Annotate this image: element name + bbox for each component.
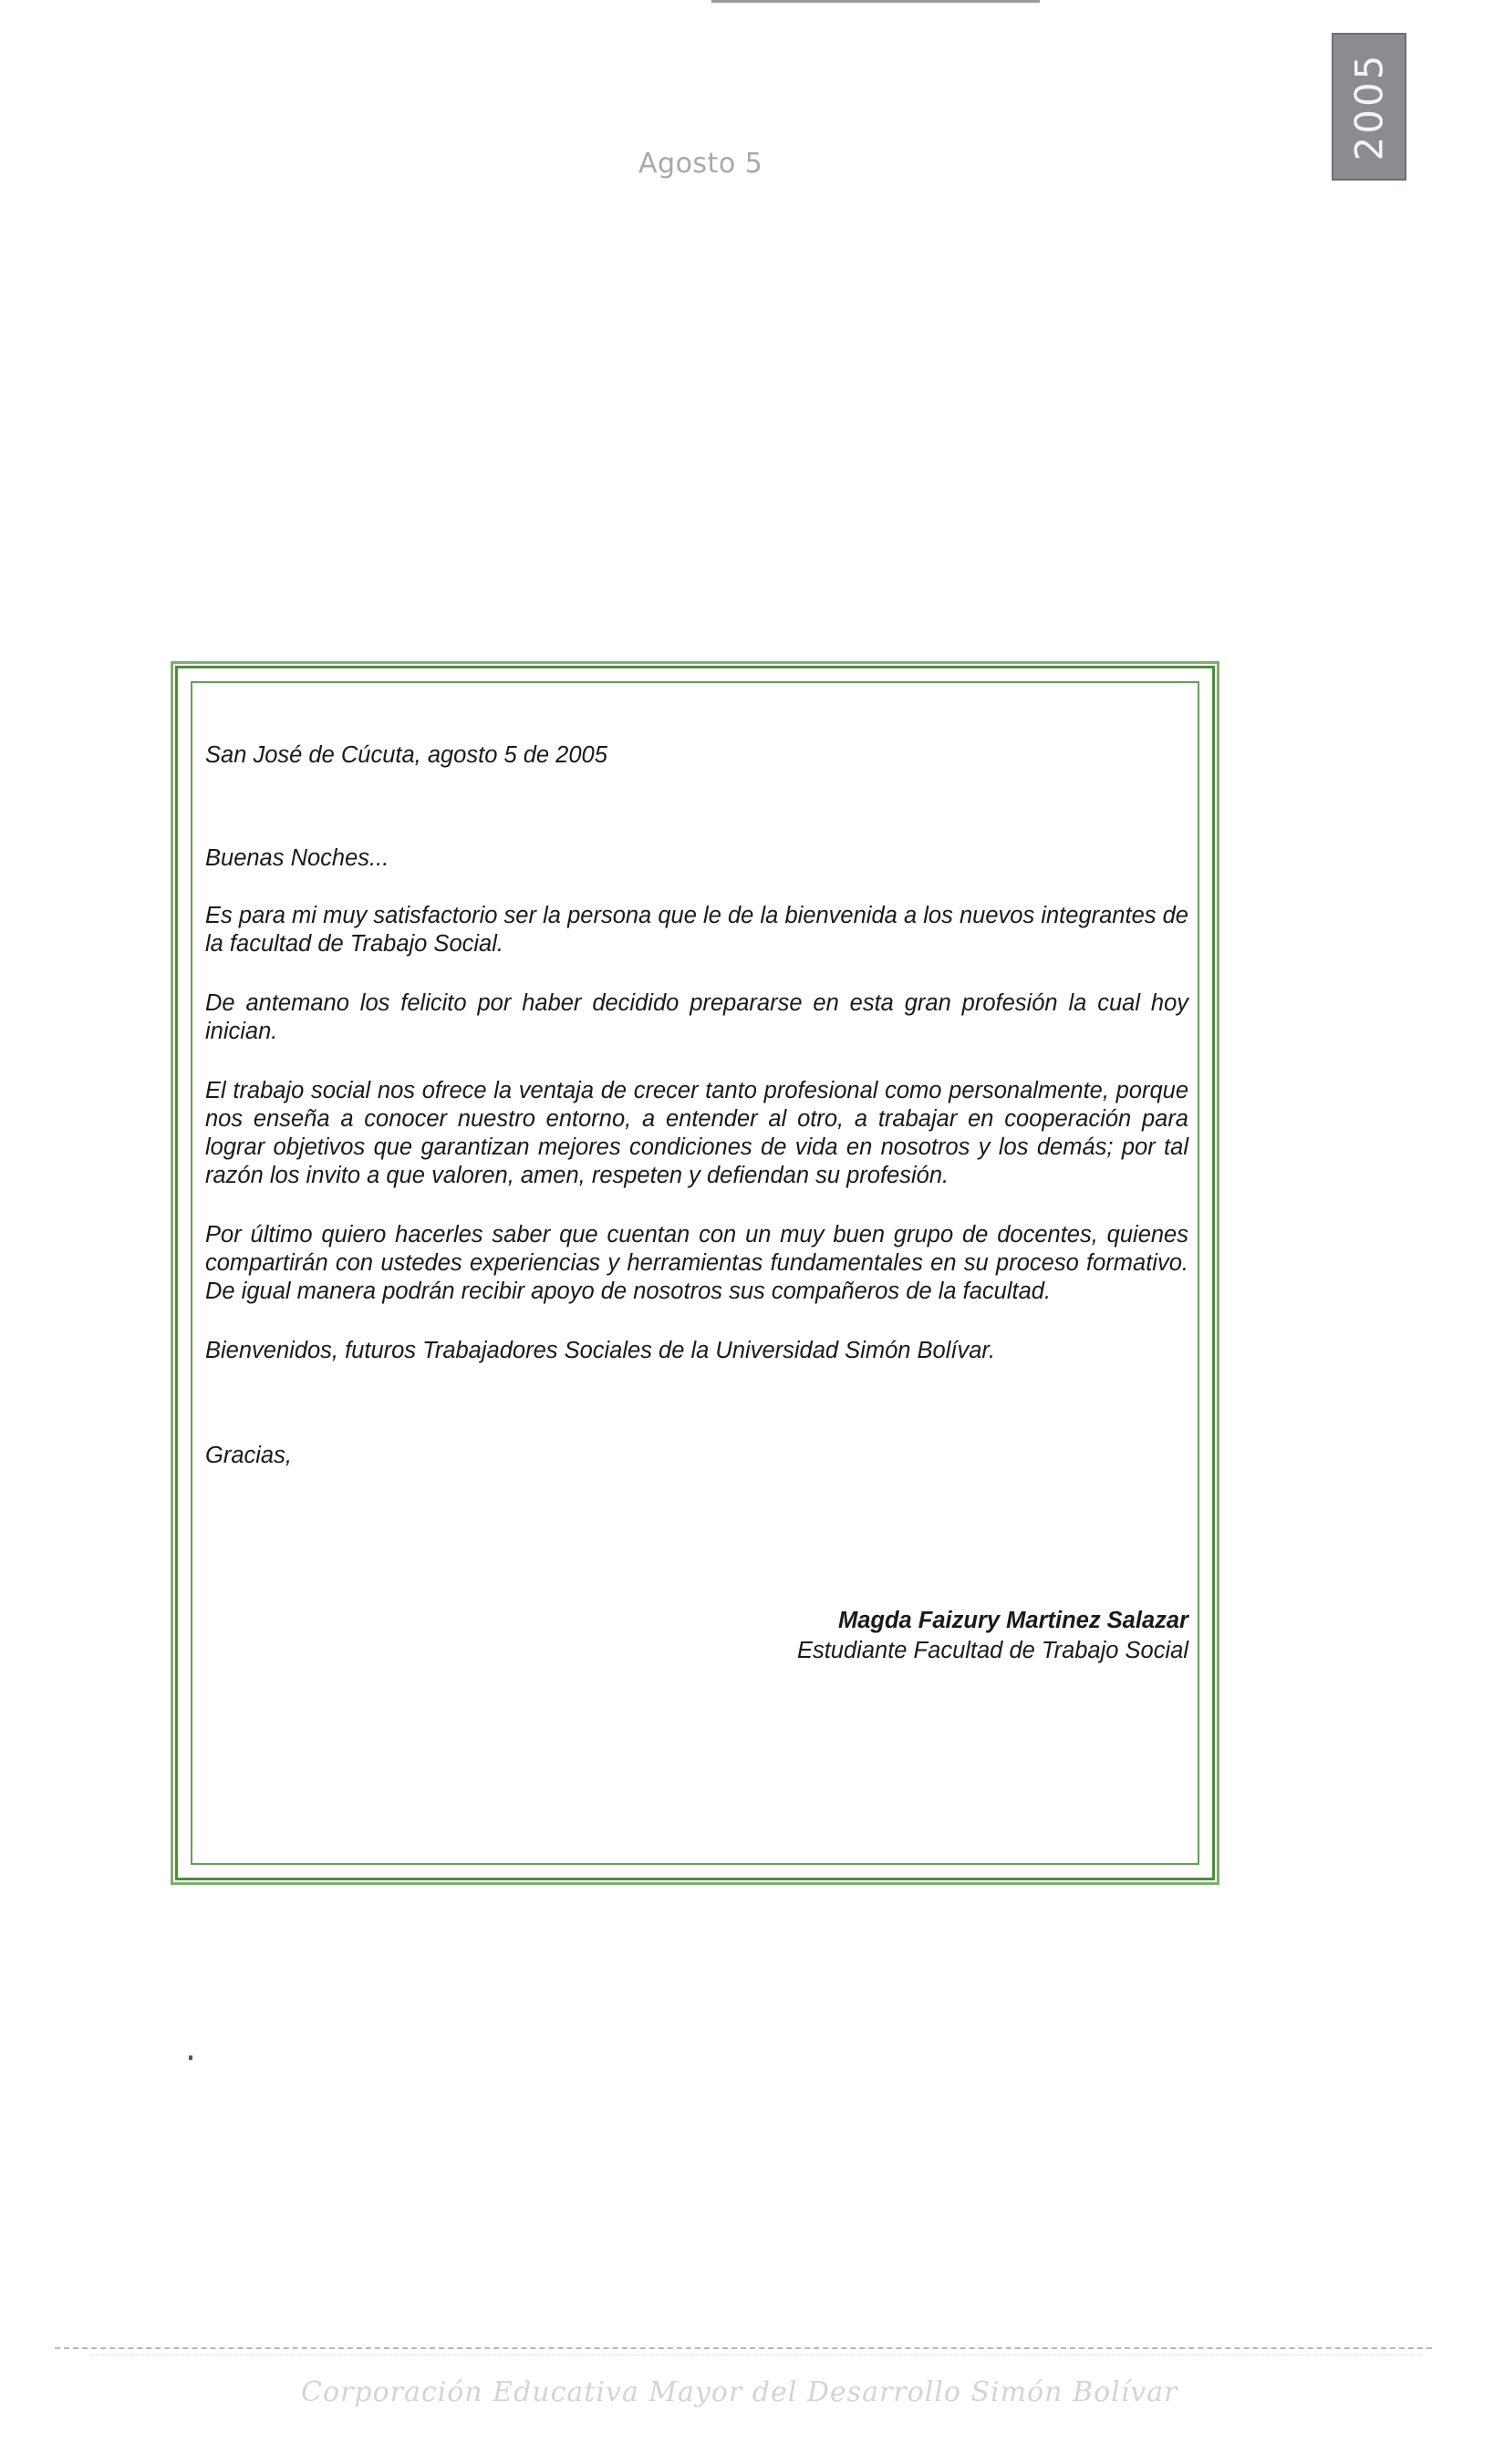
letter-closing-line: Bienvenidos, futuros Trabajadores Sociales de la Universidad Simón Bolívar. bbox=[205, 1338, 996, 1363]
footer-divider bbox=[55, 2347, 1432, 2349]
letter-body bbox=[205, 741, 1188, 1665]
signature-title: Estudiante Facultad de Trabajo Social bbox=[796, 1638, 1188, 1663]
letter-paragraph-4: Por último quiero hacerles saber que cuentan con un muy buen grupo de docentes, quienes compartirán con ustedes experiencias y herramientas fundamentales en su proceso formativo. De igual manera podrán recibir apoyo de nosotros sus compañeros de la facultad. bbox=[205, 1222, 1188, 1304]
stray-ink-mark bbox=[189, 2055, 192, 2060]
top-edge-rule bbox=[711, 0, 1040, 3]
letter-frame bbox=[175, 666, 1215, 1880]
letter-place-date: San José de Cúcuta, agosto 5 de 2005 bbox=[205, 742, 607, 768]
year-tab bbox=[1332, 33, 1406, 181]
footer-institution-text: Corporación Educativa Mayor del Desarrollo Simón Bolívar bbox=[301, 2376, 1178, 2408]
letter-paragraph-1: Es para mi muy satisfactorio ser la persona que le de la bienvenida a los nuevos integrantes de la facultad de Trabajo Social. bbox=[205, 903, 1188, 957]
year-tab-label: 2005 bbox=[1346, 52, 1392, 161]
page-header-date: Agosto 5 bbox=[638, 148, 763, 180]
letter-paragraph-2: De antemano los felicito por haber decidido prepararse en esta gran profesión la cual hoy inician. bbox=[205, 990, 1188, 1044]
letter-paragraph-3: El trabajo social nos ofrece la ventaja de crecer tanto profesional como personalmente, porque nos enseña a conocer nuestro entorno, a entender al otro, a trabajar en cooperación para lograr objetivos que garantizan mejores condiciones de vida en nosotros y los demás; por tal razón los invito a que valoren, amen, respeten y defiendan su profesión. bbox=[205, 1078, 1188, 1188]
signature-name: Magda Faizury Martinez Salazar bbox=[837, 1608, 1188, 1633]
letter-thanks: Gracias, bbox=[205, 1443, 292, 1468]
letter-greeting: Buenas Noches... bbox=[205, 845, 389, 871]
